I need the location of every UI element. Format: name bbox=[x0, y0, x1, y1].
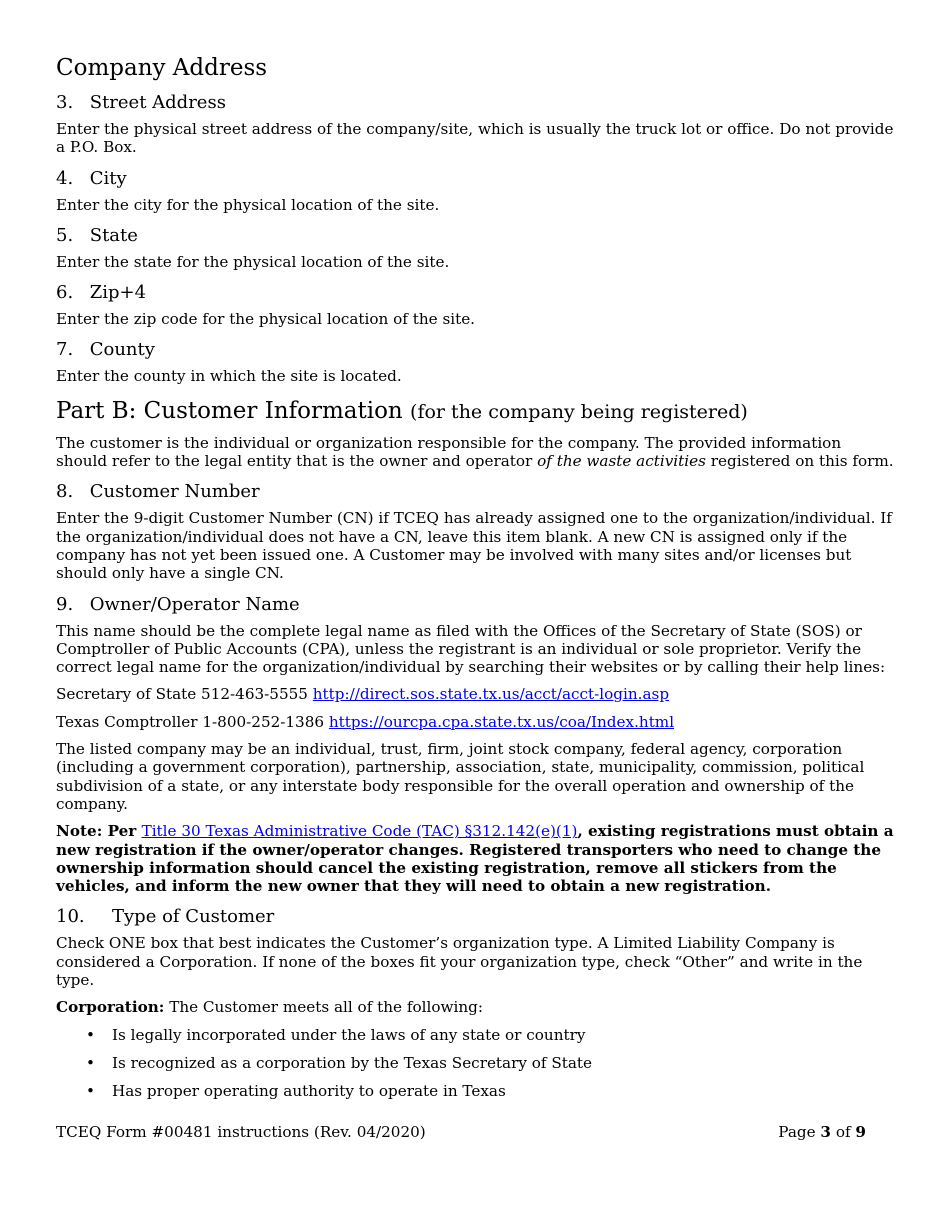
item-city bbox=[56, 166, 896, 214]
section-heading: 3. Street Address bbox=[56, 92, 226, 113]
sos-contact: Secretary of State 512-463-5555 http://direct.sos.state.tx.us/acct/acct-login.asp bbox=[56, 685, 670, 704]
cpa-link[interactable]: https://ourcpa.cpa.state.tx.us/coa/Index.html bbox=[328, 712, 675, 731]
bullet-icon: • bbox=[86, 1082, 95, 1101]
item-county bbox=[56, 337, 896, 385]
document-page bbox=[56, 52, 896, 1111]
item-zip bbox=[56, 280, 896, 328]
section-heading: 7. County bbox=[56, 339, 155, 361]
section-heading: 9. Owner/Operator Name bbox=[56, 593, 300, 615]
part-b-subheading: (for the company being registered) bbox=[410, 400, 748, 423]
section-text: Enter the county in which the site is located. bbox=[56, 367, 402, 386]
form-id: TCEQ Form #00481 instructions (Rev. 04/2020) bbox=[56, 1123, 426, 1141]
page-number: Page 3 of 9 bbox=[778, 1123, 866, 1141]
corporation-criteria-list bbox=[56, 1026, 896, 1101]
item-state bbox=[56, 223, 896, 271]
section-text: Enter the zip code for the physical location of the site. bbox=[56, 310, 476, 329]
list-item: • Is legally incorporated under the laws of any state or country bbox=[86, 1025, 586, 1044]
tac-link[interactable]: Title 30 Texas Administrative Code (TAC) §312.142(e)(1) bbox=[141, 822, 578, 841]
page-footer bbox=[56, 1122, 866, 1142]
section-text: Enter the 9-digit Customer Number (CN) if TCEQ has already assigned one to the organization/individual. If the organization/individual does not have a CN, leave this item blank. A new CN is assigned only if the company has not yet been issued one. A Customer may be involved with many sites and/or licenses but should only have a single CN. bbox=[56, 509, 892, 583]
section-text: Enter the physical street address of the company/site, which is usually the truck lot or office. Do not provide a P.O. Box. bbox=[56, 120, 894, 157]
note-text: Note: Per Title 30 Texas Administrative Code (TAC) §312.142(e)(1), existing registrations must obtain a new registration if the owner/operator changes. Registered transporters who need to change the ownership information should cancel the existing registration, remove all stickers from the vehicles, and inform the new owner that they will need to obtain a new registration. bbox=[56, 822, 894, 896]
section-heading: 5. State bbox=[56, 224, 138, 246]
cpa-contact: Texas Comptroller 1-800-252-1386 https://ourcpa.cpa.state.tx.us/coa/Index.html bbox=[56, 712, 675, 731]
section-text: Enter the city for the physical location of the site. bbox=[56, 195, 440, 214]
section-heading: 8. Customer Number bbox=[56, 481, 260, 503]
bullet-icon: • bbox=[86, 1053, 95, 1072]
section-heading: 6. Zip+4 bbox=[56, 282, 147, 304]
entities-text: The listed company may be an individual, trust, firm, joint stock company, federal agency, corporation (including a government corporation), partnership, association, state, municipality, commission, political subdivision of a state, or any interstate body responsible for the overall operation and ownership of the company. bbox=[56, 740, 865, 813]
company-address-heading: Company Address bbox=[56, 55, 268, 81]
section-text: Enter the state for the physical location of the site. bbox=[56, 252, 450, 271]
item-customer-number bbox=[56, 479, 896, 582]
item-type-of-customer bbox=[56, 904, 896, 1100]
list-item: • Has proper operating authority to operate in Texas bbox=[86, 1082, 506, 1101]
bullet-icon: • bbox=[86, 1025, 95, 1044]
part-b-heading: Part B: Customer Information (for the company being registered) bbox=[56, 397, 748, 424]
section-heading: 10. Type of Customer bbox=[56, 906, 275, 928]
corporation-text: Corporation: The Customer meets all of the following: bbox=[56, 998, 483, 1017]
item-street-address bbox=[56, 90, 896, 157]
section-text: This name should be the complete legal name as filed with the Offices of the Secretary of State (SOS) or Comptroller of Public Accounts (CPA), unless the registrant is an individual or sole proprietor. Verify the correct legal name for the organization/individual by searching their websites or by calling their help lines: bbox=[56, 621, 886, 677]
section-heading: 4. City bbox=[56, 167, 127, 189]
part-b-intro: The customer is the individual or organization responsible for the company. The provided information should refer to the legal entity that is the owner and operator of the waste activities registered on this form. bbox=[56, 433, 894, 471]
item-owner-operator-name bbox=[56, 592, 896, 896]
sos-link[interactable]: http://direct.sos.state.tx.us/acct/acct-login.asp bbox=[312, 685, 670, 704]
list-item: • Is recognized as a corporation by the Texas Secretary of State bbox=[86, 1053, 593, 1072]
section-text: Check ONE box that best indicates the Customer’s organization type. A Limited Liability Company is considered a Corporation. If none of the boxes fit your organization type, check “Other” and write in the type. bbox=[56, 934, 863, 990]
